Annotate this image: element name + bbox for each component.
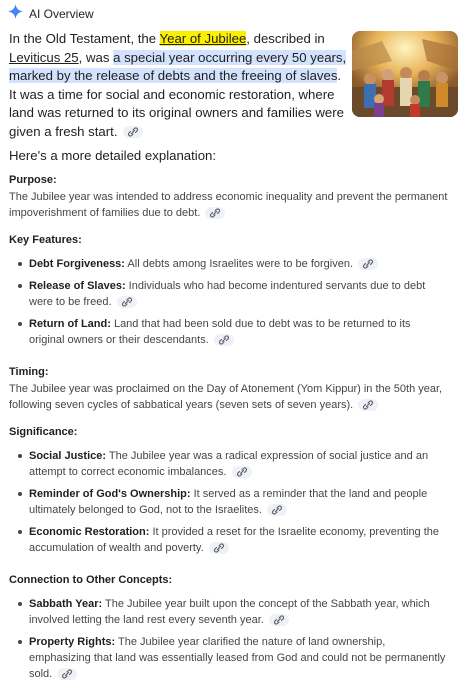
source-link-button[interactable] [232,466,252,478]
link-icon [271,505,283,515]
detailed-explanation-heading: Here's a more detailed explanation: [9,148,217,163]
purpose-section [9,174,449,221]
list-item: Reminder of God's Ownership: It served as a reminder that the land and people ultimately belonged to God, not to the Israelites. [29,486,449,518]
link-icon [236,467,248,477]
intro-text: , was [78,49,114,65]
link-icon [209,208,221,218]
list-item: Release of Slaves: Individuals who had become indentured servants due to debt were to be freed. [29,278,449,310]
source-link-button[interactable] [123,126,143,138]
source-link-button[interactable] [209,542,229,554]
significance-heading: Significance: [9,426,78,438]
source-link-button[interactable] [267,504,287,516]
connection-section [9,574,449,680]
key-features-heading: Key Features: [9,234,82,246]
leviticus-link[interactable]: Leviticus 25 [9,49,79,65]
ai-overview-title: AI Overview [29,7,94,21]
sparkle-icon [8,4,23,24]
key-features-section [9,234,449,346]
list-item: Sabbath Year: The Jubilee year built upon the concept of the Sabbath year, which involved letting the land rest every seventh year. [29,596,449,628]
link-icon [213,543,225,553]
timing-section [9,366,449,413]
link-icon [273,615,285,625]
list-item: Property Rights: The Jubilee year clarified the nature of land ownership, emphasizing that land was essentially leased from God and could not be permanently sold. [29,634,449,682]
link-icon [218,335,230,345]
intro-text: , described in [246,31,325,46]
link-icon [61,669,73,679]
source-link-button[interactable] [358,399,378,411]
source-link-button[interactable] [358,258,378,270]
ai-overview-header [8,5,94,23]
significance-section [9,426,449,554]
timing-text: The Jubilee year was proclaimed on the Day of Atonement (Yom Kippur) in the 50th year, following seven cycles of sabbatical years (seven sets of seven years). [9,383,443,411]
list-item: Economic Restoration: It provided a reset for the Israelite economy, preventing the accumulation of wealth and poverty. [29,524,449,556]
link-icon [127,127,139,137]
jubilee-celebration-thumbnail[interactable] [352,31,458,117]
timing-heading: Timing: [9,366,49,378]
connection-heading: Connection to Other Concepts: [9,574,173,586]
source-link-button[interactable] [205,207,225,219]
list-item: Return of Land: Land that had been sold due to debt was to be returned to its original owners or their descendants. [29,316,449,348]
purpose-heading: Purpose: [9,174,57,186]
list-item: Debt Forgiveness: All debts among Israelites were to be forgiven. [29,256,449,272]
source-link-button[interactable] [117,296,137,308]
source-link-button[interactable] [57,668,77,680]
purpose-text: The Jubilee year was intended to address economic inequality and prevent the permanent impoverishment of families due to debt. [9,191,448,219]
highlighted-term-link[interactable]: Year of Jubilee [159,31,247,46]
highlighted-definition: a special year occurring every 50 years, marked by the release of debts and the freeing of slaves [9,49,347,83]
source-link-button[interactable] [214,334,234,346]
list-item: Social Justice: The Jubilee year was a radical expression of social justice and an attempt to correct economic imbalances. [29,448,449,480]
intro-paragraph [9,30,347,141]
intro-text: . It was a time for social and economic restoration, where land was returned to its original owners and families were given a fresh start. [9,68,344,139]
link-icon [362,259,374,269]
source-link-button[interactable] [269,614,289,626]
link-icon [362,400,374,410]
intro-text: In the Old Testament, the [9,31,160,46]
link-icon [121,297,133,307]
